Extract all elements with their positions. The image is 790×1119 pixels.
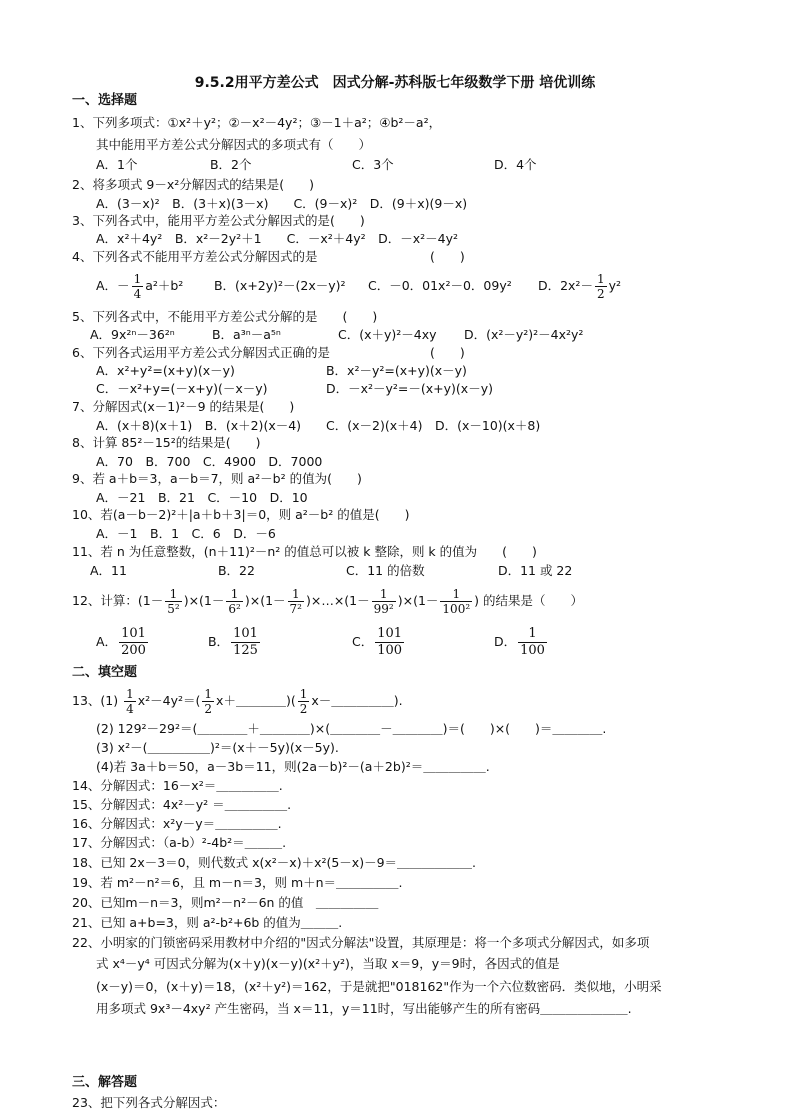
q1-option-c: C．3个 <box>351 157 394 172</box>
q13-part3: (3) x²－(＿＿＿＿＿)²＝(x＋－5y)(x－5y). <box>96 740 339 755</box>
q13-fraction-1: $\frac{1}{4}$ <box>126 687 134 716</box>
q17: 17、分解因式：（a-b）²-4b²＝＿＿＿. <box>72 835 287 850</box>
q22-line2: 式 x⁴－y⁴ 可因式分解为(x＋y)(x－y)(x²＋y²)，当取 x＝9，y＝9时，各因式的值是 <box>96 956 560 971</box>
q6-options-row1 <box>96 362 467 380</box>
q11-option-d: D．11 或 22 <box>497 563 573 578</box>
q23-stem: 23、把下列各式分解因式： <box>72 1095 226 1110</box>
q22-line3: (x－y)＝0，(x＋y)＝18，(x²＋y²)＝162，于是就把"018162"作为一个六位数密码．类似地，小明采 <box>96 979 662 994</box>
q13-part4: (4)若 3a＋b＝50，a－3b＝11，则(2a－b)²－(a＋2b)²＝＿＿＿＿＿. <box>96 759 490 774</box>
q3-options: A．x²＋4y² B．x²－2y²＋1 C．－x²＋4y² D．－x²－4y² <box>96 231 459 246</box>
q4-option-b: B．(x+2y)²－(2x－y)² <box>213 278 346 293</box>
q1-option-d: D．4个 <box>493 157 537 172</box>
q12-fraction-3: $\frac{1}{\text{7²}}$ <box>289 587 302 616</box>
q15: 15、分解因式：4x²－y² ＝＿＿＿＿＿. <box>72 797 292 812</box>
q19: 19、若 m²－n²＝6，且 m－n＝3，则 m＋n＝＿＿＿＿＿. <box>72 875 403 890</box>
q4-option-a: A．－ $\frac{1}{4}$ a²＋b² <box>96 272 184 301</box>
q1-option-b: B．2个 <box>209 157 252 172</box>
q1-stem-2: 其中能用平方差公式分解因式的多项式有（ ） <box>96 137 372 152</box>
q11-option-a: A．11 <box>90 563 127 578</box>
q3-stem: 3、下列各式中，能用平方差公式分解因式的是( ) <box>72 213 365 228</box>
q6-option-d: D．－x²－y²=－(x+y)(x－y) <box>325 381 493 396</box>
section-heading-choice: 一、选择题 <box>72 93 138 108</box>
q14: 14、分解因式：16－x²＝＿＿＿＿＿. <box>72 778 283 793</box>
q1-stem: 1、下列多项式：①x²＋y²；②－x²－4y²；③－1＋a²；④b²－a²， <box>72 115 442 130</box>
q11-options <box>90 562 572 580</box>
q8-options: A．70 B．700 C．4900 D．7000 <box>96 454 323 469</box>
section-heading-fill: 二、填空题 <box>72 665 138 680</box>
q8-stem: 8、计算 85²－15²的结果是( ) <box>72 435 261 450</box>
q12-stem: 12、计算：(1－ $\frac{1}{\text{5²}}$ )×(1－ $\frac{1}{\text{6²}}$ )×(1－ $\frac{1}{\text{7²}}$ )×…×(1－ $\frac{1}{\text{99²}}$ )×(1－ $\frac{1}{\text{100²}}$ ) 的结果是（ ） <box>72 587 583 616</box>
q9-stem: 9、若 a＋b＝3，a－b＝7，则 a²－b² 的值为( ) <box>72 471 362 486</box>
q6-option-c: C．－x²+y=(－x+y)(－x－y) <box>96 381 268 396</box>
q4-option-d: D．2x²－ $\frac{1}{2}$ y² <box>537 272 622 301</box>
q12-fraction-1: $\frac{1}{\text{5²}}$ <box>167 587 180 616</box>
q9-options: A．－21 B．21 C．－10 D．10 <box>96 490 308 505</box>
q6-options-row2 <box>96 380 493 398</box>
q4-option-c: C．－0．01x²－0．09y² <box>367 278 512 293</box>
q20: 20、已知m－n＝3，则m²－n²－6n 的值 ＿＿＿＿＿ <box>72 895 379 910</box>
q4-d-fraction: $\frac{1}{2}$ <box>596 272 605 301</box>
q10-stem: 10、若(a－b－2)²＋|a＋b＋3|＝0，则 a²－b² 的值是( ) <box>72 507 410 522</box>
q5-stem: 5、下列各式中，不能用平方差公式分解的是 ( ) <box>72 309 378 324</box>
q13-fraction-3: $\frac{1}{2}$ <box>299 687 308 716</box>
q5-option-d: D．(x²－y²)²－4x²y² <box>463 327 584 342</box>
q1-option-a: A．1个 <box>96 157 138 172</box>
q12-option-a: A． $\frac{101}{200}$ <box>96 626 146 658</box>
q4-a-fraction: $\frac{1}{4}$ <box>133 272 142 301</box>
q6-stem: 6、下列各式运用平方差公式分解因式正确的是 ( ) <box>72 345 465 360</box>
q6-option-a: A．x²+y²=(x+y)(x－y) <box>96 363 235 378</box>
q13-fraction-2: $\frac{1}{2}$ <box>204 687 213 716</box>
q5-option-c: C．(x＋y)²－4xy <box>337 327 437 342</box>
q12-option-d: D． $\frac{1}{100}$ <box>493 626 545 658</box>
q12-option-c: C． $\frac{101}{100}$ <box>351 626 403 658</box>
q13-part1: 13、(1) $\frac{1}{4}$ x²－4y²＝( $\frac{1}{2}$ x＋＿＿＿＿)( $\frac{1}{2}$ x－＿＿＿＿＿). <box>72 687 403 716</box>
q5-options <box>90 326 583 344</box>
page-title: 9.5.2用平方差公式 因式分解-苏科版七年级数学下册 培优训练 <box>194 75 596 91</box>
q4-stem: 4、下列各式不能用平方差公式分解因式的是 ( ) <box>72 249 465 264</box>
q12-fraction-5: $\frac{1}{\text{100²}}$ <box>442 587 471 616</box>
q1-options <box>96 156 537 174</box>
q6-option-b: B．x²－y²=(x+y)(x－y) <box>325 363 467 378</box>
q18: 18、已知 2x－3＝0，则代数式 x(x²－x)＋x²(5－x)－9＝＿＿＿＿＿＿. <box>72 855 477 870</box>
q11-option-b: B．22 <box>217 563 255 578</box>
q4-options <box>96 272 621 301</box>
q2-stem: 2、将多项式 9－x²分解因式的结果是( ) <box>72 177 315 192</box>
q12-fraction-4: $\frac{1}{\text{99²}}$ <box>373 587 394 616</box>
q12-option-b: B． $\frac{101}{125}$ <box>207 626 258 658</box>
q12-options <box>96 624 549 660</box>
q16: 16、分解因式：x²y－y＝＿＿＿＿＿. <box>72 816 282 831</box>
section-heading-answer: 三、解答题 <box>72 1075 138 1090</box>
q5-option-b: B．a³ⁿ－a⁵ⁿ <box>211 327 281 342</box>
q22-line4: 用多项式 9x³－4xy² 产生密码，当 x＝11，y＝11时，写出能够产生的所有密码＿＿＿＿＿＿＿. <box>96 1001 632 1016</box>
q21: 21、已知 a+b=3，则 a²-b²+6b 的值为＿＿＿. <box>72 915 343 930</box>
q7-options: A．(x＋8)(x＋1) B．(x＋2)(x－4) C．(x－2)(x＋4) D．(x－10)(x＋8) <box>96 418 541 433</box>
q11-option-c: C．11 的倍数 <box>345 563 425 578</box>
q10-options: A．－1 B．1 C．6 D．－6 <box>96 526 276 541</box>
q2-options: A．(3－x)² B．(3＋x)(3－x) C．(9－x)² D．(9＋x)(9－x) <box>96 196 468 211</box>
q7-stem: 7、分解因式(x－1)²－9 的结果是( ) <box>72 399 295 414</box>
q13-part2: (2) 129²－29²＝(＿＿＿＿＋＿＿＿＿)×(＿＿＿＿－＿＿＿＿)＝( )×( )＝＿＿＿＿. <box>96 721 607 736</box>
q12-fraction-2: $\frac{1}{\text{6²}}$ <box>228 587 241 616</box>
q11-stem: 11、若 n 为任意整数，(n＋11)²－n² 的值总可以被 k 整除，则 k 的值为 ( ) <box>72 544 537 559</box>
q22-line1: 22、小明家的门锁密码采用教材中介绍的"因式分解法"设置，其原理是：将一个多项式分解因式，如多项 <box>72 935 650 950</box>
q5-option-a: A．9x²ⁿ－36²ⁿ <box>90 327 175 342</box>
